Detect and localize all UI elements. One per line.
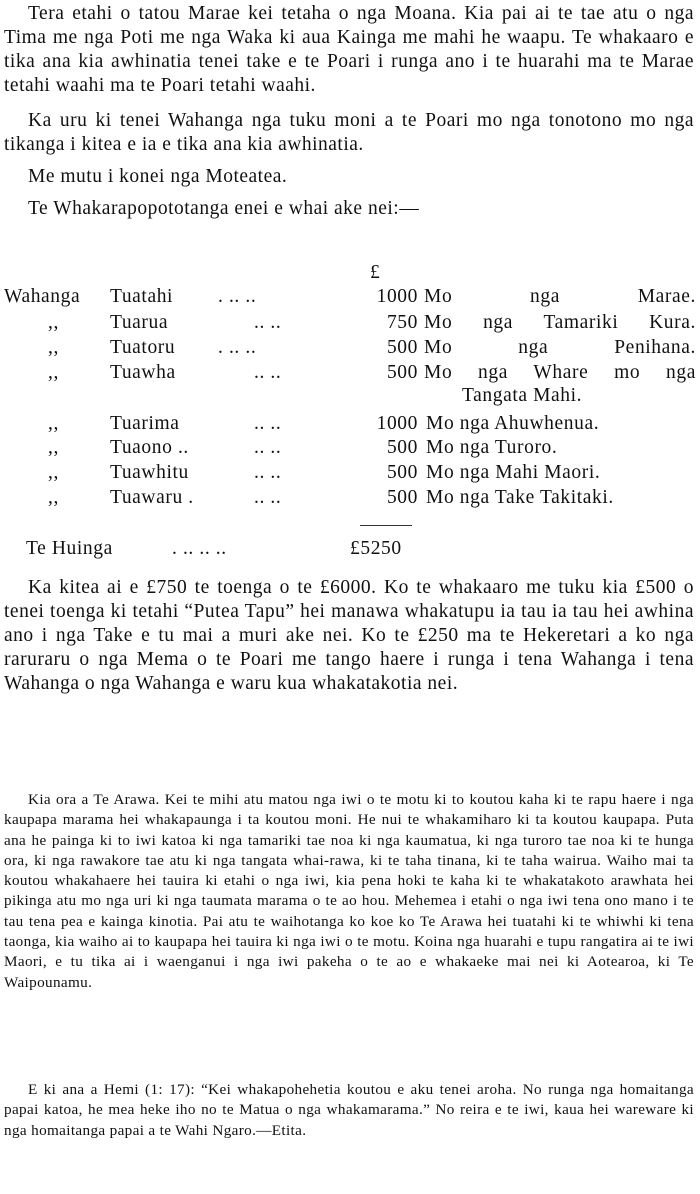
paragraph-moteatea-end: Me mutu i konei nga Moteatea. (28, 166, 288, 187)
section-name: Tuatoru (110, 337, 176, 358)
section-name: Tuarima (110, 413, 180, 434)
ditto-mark: ,, (48, 312, 59, 333)
paragraph-marae-wharves: Tera etahi o tatou Marae kei tetaha o nga Moana. Kia pai ai te tae atu o nga Tima me nga Poti me nga Waka ki aua Kainga me mahi he waapu. Te whakaaro e tika ana kia awhinatia tenei take e te Poari i runga ano i te huarahi ma te Marae tetahi waahi ma te Poari tetahi waahi. (4, 3, 694, 96)
table-row-continuation (0, 385, 700, 409)
section-name: Tuarua (110, 312, 169, 333)
amount: 500 (386, 487, 418, 508)
table-row (0, 286, 700, 310)
purpose: Mo nga Ahuwhenua. (426, 413, 600, 434)
table-row (0, 362, 700, 386)
leader-dots: .. .. (254, 413, 282, 434)
amount: 500 (386, 337, 418, 358)
ditto-mark: ,, (48, 362, 59, 383)
leader-dots: .. .. (254, 437, 282, 458)
purpose-continued: Tangata Mahi. (462, 385, 583, 406)
leader-dots: .. .. (254, 487, 282, 508)
amount: 750 (386, 312, 418, 333)
table-total-row (0, 538, 700, 562)
table-row (0, 312, 700, 336)
table-currency-header-row (0, 262, 700, 286)
editor-note-quote: E ki ana a Hemi (1: 17): “Kei whakapohehetia koutou e aku tenei aroha. No runga nga homaitanga papai katoa, he mea heke iho no te Matua o nga whakamarama.” No reira e te iwi, kaua hei wareware ki nga homaitanga papai a te Wahi Ngaro.—Etita. (4, 1081, 694, 1139)
section-label: Wahanga (4, 286, 81, 307)
purpose: Mo nga Marae. (424, 286, 696, 307)
section-name: Tuawha (110, 362, 176, 383)
leader-dots: . .. .. (218, 286, 257, 307)
leader-dots: .. .. (254, 462, 282, 483)
amount: 500 (386, 362, 418, 383)
ditto-mark: ,, (48, 413, 59, 434)
leader-dots: .. .. (254, 362, 282, 383)
ditto-mark: ,, (48, 462, 59, 483)
table-row (0, 413, 700, 437)
purpose: Mo nga Turoro. (426, 437, 558, 458)
currency-header: £ (370, 262, 381, 283)
leader-dots: . .. .. (218, 337, 257, 358)
purpose: Mo nga Tamariki Kura. (424, 312, 696, 333)
total-rule (360, 525, 412, 526)
amount: 1000 (376, 286, 418, 307)
purpose: Mo nga Mahi Maori. (426, 462, 601, 483)
ditto-mark: ,, (48, 437, 59, 458)
table-row (0, 337, 700, 361)
table-row (0, 487, 700, 511)
section-name: Tuawhitu (110, 462, 189, 483)
paragraph-summary-intro: Te Whakarapopototanga enei e whai ake nei:— (28, 198, 420, 219)
purpose: Mo nga Whare mo nga (424, 362, 696, 383)
total-amount: £5250 (350, 538, 402, 559)
ditto-mark: ,, (48, 487, 59, 508)
total-label: Te Huinga (26, 538, 113, 559)
paragraph-remainder: Ka kitea ai e £750 te toenga o te £6000. Ko te whakaaro me tuku kia £500 o tenei toenga ki tetahi “Putea Tapu” hei manawa whakatupu ia tau ia tau hei awhina ano i nga Take e tu mai a muri ake nei. Ko te £250 ma te Hekeretari a ko nga raruraru o nga Mema o te Poari me tango haere i runga i tena Wahanga i tena Wahanga o nga Wahanga e waru kua whakatakotia nei. (4, 577, 694, 694)
section-name: Tuatahi (110, 286, 174, 307)
editor-note-paragraph: Kia ora a Te Arawa. Kei te mihi atu matou nga iwi o te motu ki to koutou kaha ki te rapu haere i nga kaupapa marama hei whakapaunga i ta koutou moni. He nui te whakamiharo ki ta koutou kaupapa. Puta ana he painga ki to iwi katoa ki nga tamariki tae noa ki nga kaumatua, ki nga turoro tae noa ki te hunga ora, ki nga rawakore tae atu ki nga tangata whai-rawa, ki te taha tinana, ki te taha wairua. Waiho mai ta koutou whakahaere hei tauira ki etahi o nga iwi, kia pena hoki te kaha ki te whakatakoto arawhata hei pikinga atu mo nga uri ki nga taumata marama o te ao hou. Mehemea i etahi o nga iwi tena ono mano i te tau tena pea e kainga kinotia. Pai atu te waihotanga ko koe ko Te Arawa hei tuatahi ki te whiwhi ki tena taonga, kia waiho ai to kaupapa hei tauira ki nga iwi o te motu. Koina nga huarahi e tupu rangatira ai te iwi Maori, e tu tika ai i waenganui i nga iwi pakeha o te ao e whakaeke mai nei ki Aotearoa, ki Te Waipounamu. (4, 791, 694, 991)
purpose: Mo nga Take Takitaki. (426, 487, 614, 508)
table-row (0, 437, 700, 461)
leader-dots: .. .. (254, 312, 282, 333)
section-name: Tuaono .. (110, 437, 189, 458)
section-name: Tuawaru . (110, 487, 194, 508)
amount: 1000 (376, 413, 418, 434)
table-row (0, 462, 700, 486)
purpose: Mo nga Penihana. (424, 337, 696, 358)
leader-dots: . .. .. .. (172, 538, 227, 559)
amount: 500 (386, 462, 418, 483)
ditto-mark: ,, (48, 337, 59, 358)
amount: 500 (386, 437, 418, 458)
paragraph-board-grants: Ka uru ki tenei Wahanga nga tuku moni a te Poari mo nga tonotono mo nga tikanga i kitea e ia e tika ana kia awhinatia. (4, 110, 694, 155)
